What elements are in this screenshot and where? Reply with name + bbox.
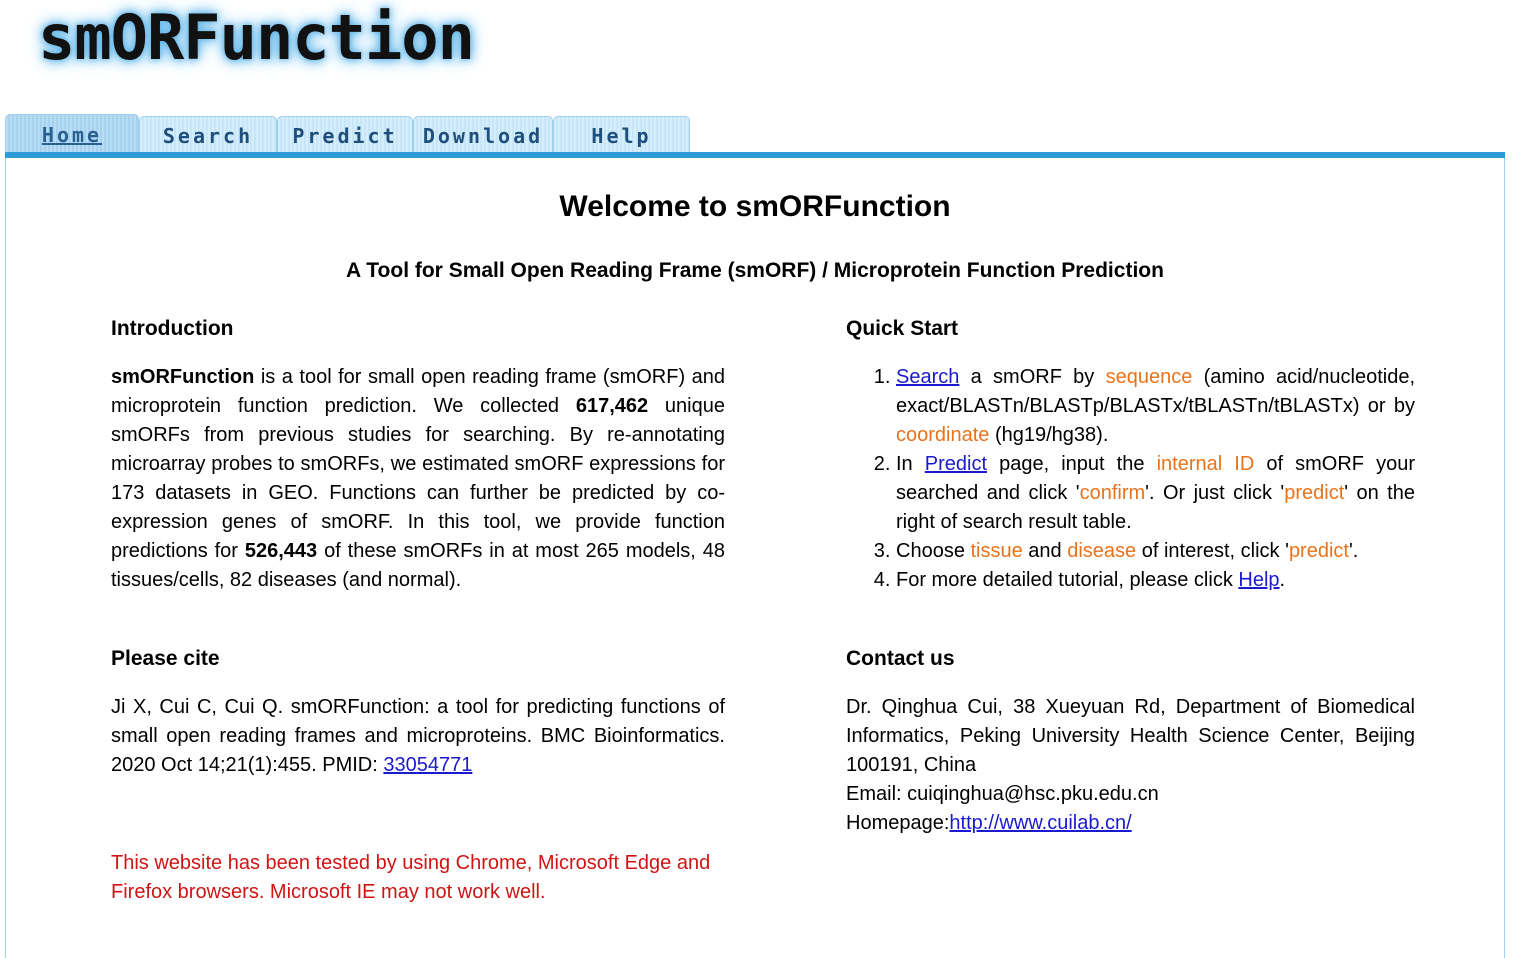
step-2-text-4: '. Or just click ' [1145, 482, 1285, 504]
pmid-link[interactable]: 33054771 [383, 754, 473, 776]
contact-address: Dr. Qinghua Cui, 38 Xueyuan Rd, Department of Biomedical Informatics, Peking University Health Science Center, Beijing 100191, China [846, 696, 1415, 776]
tool-name: smORFunction [111, 366, 255, 388]
intro-text-2: unique smORFs from previous studies for searching. By re-annotating microarray probes to smORFs, we estimated smORF expressions for 173 datasets in GEO. Functions can further be predicted by co-expression genes of smORF. In this tool, we provide function predictions for [111, 395, 725, 562]
step-2-text-2: page, input the [987, 453, 1157, 475]
intro-text-1: is a tool for small open reading frame (smORF) and microprotein function prediction. We collected [111, 366, 725, 417]
site-logo: smORFunction [38, 1, 474, 74]
page-subtitle: A Tool for Small Open Reading Frame (smORF) / Microprotein Function Prediction [346, 259, 1164, 282]
introduction-text [111, 363, 725, 595]
contact-email: Email: cuiqinghua@hsc.pku.edu.cn [846, 783, 1159, 805]
browser-notice: This website has been tested by using Chrome, Microsoft Edge and Firefox browsers. Microsoft IE may not work well. [111, 852, 711, 903]
contact-homepage [846, 809, 1415, 838]
page-title: Welcome to smORFunction [559, 190, 951, 223]
cite-section [111, 644, 725, 780]
tab-download[interactable]: Download [413, 116, 553, 154]
cite-text [111, 693, 725, 780]
predicted-count: 526,443 [244, 540, 318, 562]
tab-home[interactable]: Home [5, 114, 139, 154]
step-1 [896, 363, 1415, 450]
intro-text-3: of these smORFs in at most 265 models, 48 tissues/cells, 82 diseases (and normal). [111, 540, 726, 591]
step-3-text-2: and [1022, 540, 1068, 562]
help-link[interactable]: Help [1238, 569, 1280, 591]
predict-keyword: predict [1284, 482, 1345, 504]
homepage-link[interactable]: http://www.cuilab.cn/ [949, 812, 1132, 834]
internal-id-keyword: internal ID [1156, 453, 1255, 475]
step-1-text: a smORF by [959, 366, 1106, 388]
smorf-count: 617,462 [575, 395, 649, 417]
quick-start-section [846, 314, 1415, 595]
disease-keyword: disease [1067, 540, 1137, 562]
tab-predict[interactable]: Predict [277, 116, 413, 154]
step-3-text-4: '. [1348, 540, 1359, 562]
step-2-text: In [896, 453, 925, 475]
step-4-text-2: . [1279, 569, 1286, 591]
tab-search[interactable]: Search [139, 116, 277, 154]
predict-link[interactable]: Predict [924, 453, 988, 475]
introduction-heading: Introduction [111, 317, 234, 340]
predict-keyword-2: predict [1288, 540, 1349, 562]
step-2 [896, 450, 1415, 537]
step-2-text-3: of smORF your searched and click ' [896, 453, 1415, 504]
cite-heading: Please cite [111, 647, 220, 670]
contact-heading: Contact us [846, 647, 955, 670]
coordinate-keyword: coordinate [896, 424, 990, 446]
step-4 [896, 566, 1415, 595]
citation: Ji X, Cui C, Cui Q. smORFunction: a tool for predicting functions of small open reading frames and microproteins. BMC Bioinformatics. 2020 Oct 14;21(1):455. PMID: [111, 696, 725, 776]
main-nav [5, 114, 690, 154]
tissue-keyword: tissue [970, 540, 1023, 562]
tab-help[interactable]: Help [553, 116, 690, 154]
step-3-text-3: of interest, click ' [1136, 540, 1289, 562]
step-1-text-3: (hg19/hg38). [989, 424, 1109, 446]
step-4-text: For more detailed tutorial, please click [896, 569, 1239, 591]
quick-start-steps [846, 363, 1415, 595]
step-3-text: Choose [896, 540, 971, 562]
step-3 [896, 537, 1415, 566]
step-2-text-5: ' on the right of search result table. [896, 482, 1415, 533]
homepage-label: Homepage: [846, 812, 950, 834]
search-link[interactable]: Search [896, 366, 960, 388]
sequence-keyword: sequence [1105, 366, 1193, 388]
introduction-section [111, 314, 725, 595]
contact-section [846, 644, 1415, 838]
quick-start-heading: Quick Start [846, 317, 959, 340]
step-1-text-2: (amino acid/nucleotide, exact/BLASTn/BLASTp/BLASTx/tBLASTn/tBLASTx) or by [896, 366, 1416, 417]
confirm-keyword: confirm [1079, 482, 1146, 504]
